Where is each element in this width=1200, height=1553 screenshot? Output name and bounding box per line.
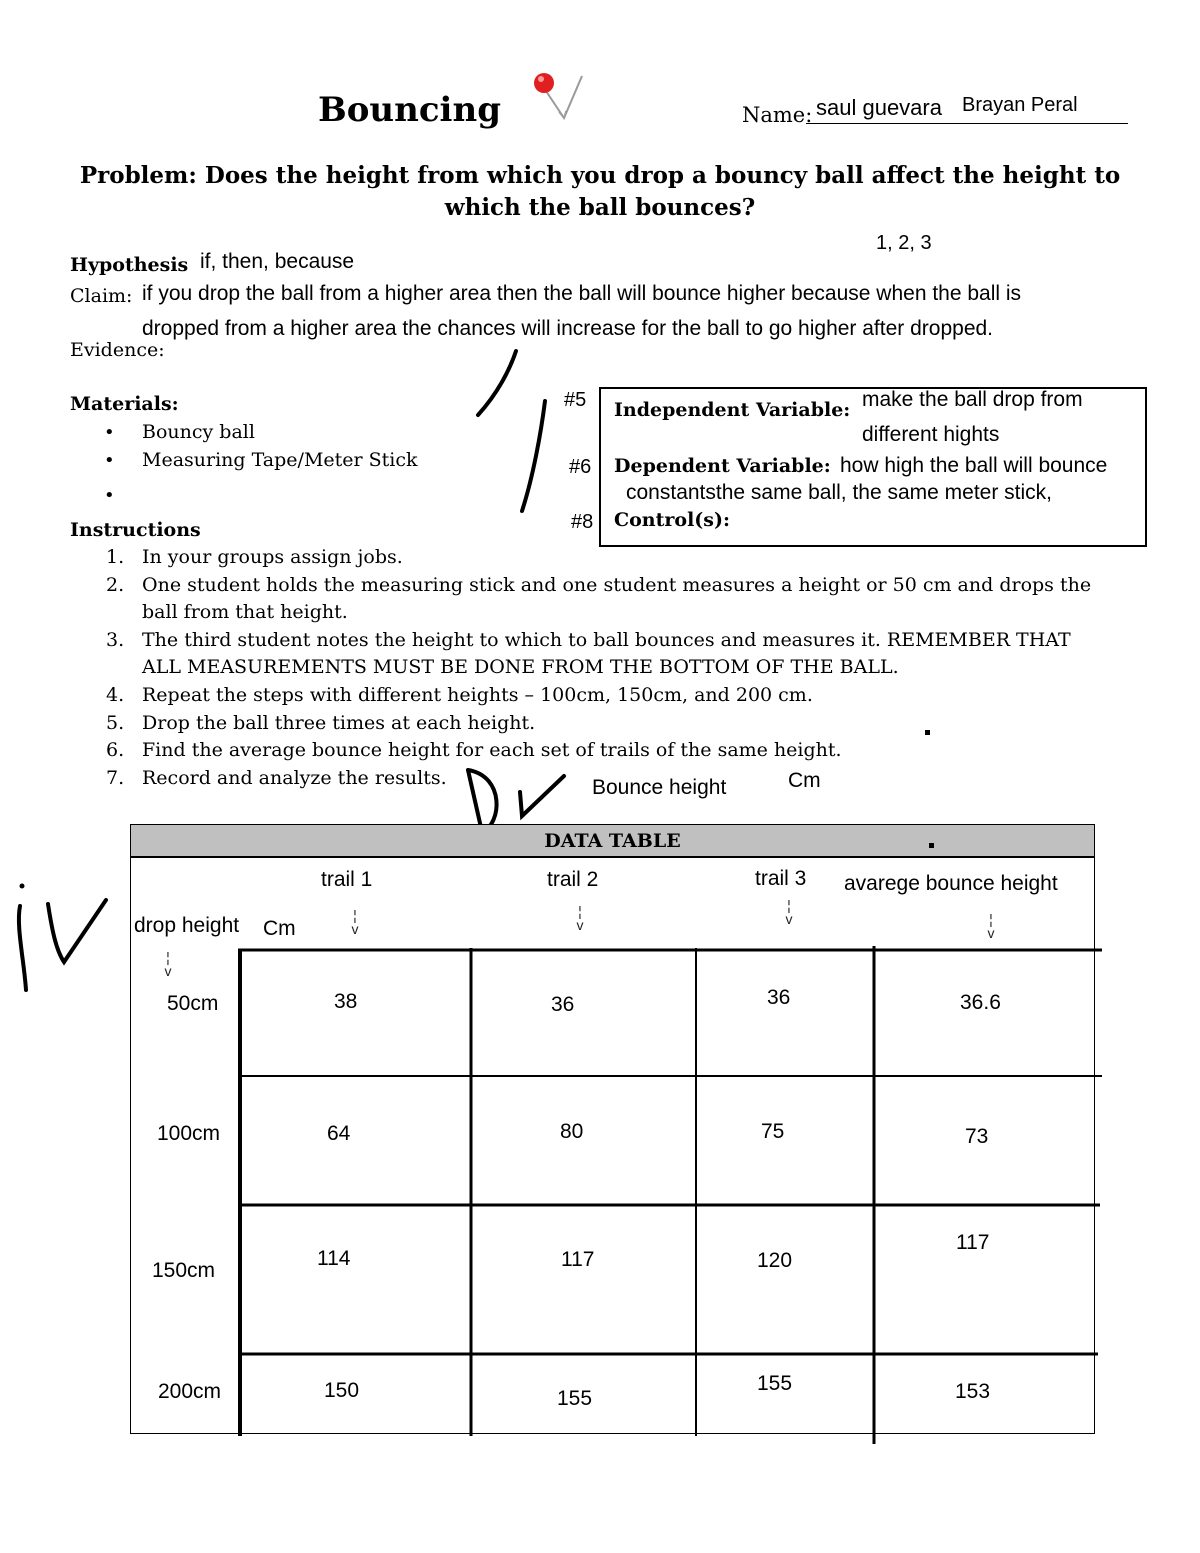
hypothesis-answer[interactable]: if, then, because [200, 250, 355, 273]
column-header-trail-3: trail 3 [755, 867, 807, 890]
material-item: Bouncy ball [142, 421, 255, 443]
material-item: Measuring Tape/Meter Stick [142, 449, 418, 471]
column-header-average: avarege bounce height [844, 872, 1058, 895]
page-title: Bouncing [318, 90, 501, 130]
student-name-2[interactable]: Brayan Peral [962, 94, 1078, 116]
table-cell[interactable]: 155 [557, 1387, 593, 1410]
independent-variable-answer-1[interactable]: make the ball drop from [862, 388, 1083, 411]
table-cell[interactable]: 153 [955, 1380, 991, 1403]
hypothesis-note: 1, 2, 3 [876, 232, 932, 254]
table-cell[interactable]: 64 [327, 1122, 351, 1145]
step-text: Record and analyze the results. [142, 767, 447, 789]
independent-variable-label: Independent Variable: [614, 399, 851, 421]
step-text: ball from that height. [142, 601, 348, 623]
dependent-variable-note: Bounce height [592, 776, 727, 799]
step-text: Find the average bounce height for each set of trails of the same height. [142, 739, 842, 761]
table-cell[interactable]: 80 [560, 1120, 584, 1143]
table-cell[interactable]: 75 [761, 1120, 785, 1143]
table-cell[interactable]: 155 [757, 1372, 793, 1395]
table-cell[interactable]: 117 [561, 1248, 595, 1271]
arrow-down-icon: ¦ v [785, 897, 793, 927]
evidence-label: Evidence: [70, 339, 165, 361]
table-cell[interactable]: 150 [324, 1379, 360, 1402]
constants-answer[interactable]: constantsthe same ball, the same meter stick, [626, 481, 1053, 504]
step-number: 2. [106, 574, 125, 596]
hypothesis-label: Hypothesis [70, 254, 189, 276]
arrow-down-icon: ¦ v [576, 903, 584, 933]
table-cell[interactable]: 114 [317, 1247, 351, 1270]
table-cell[interactable]: 120 [757, 1249, 793, 1272]
step-text: In your groups assign jobs. [142, 546, 403, 568]
unit-note: Cm [788, 769, 821, 792]
data-table-title: DATA TABLE [544, 830, 681, 852]
arrow-down-icon: ¦ v [164, 949, 172, 979]
step-text: Drop the ball three times at each height. [142, 712, 536, 734]
step-text: ALL MEASUREMENTS MUST BE DONE FROM THE BOTTOM OF THE BALL. [142, 656, 899, 678]
question-number: #6 [569, 456, 592, 478]
dependent-variable-answer[interactable]: how high the ball will bounce [840, 454, 1108, 477]
table-cell[interactable]: 73 [965, 1125, 989, 1148]
independent-variable-answer-2[interactable]: different hights [862, 423, 1000, 446]
control-label: Control(s): [614, 509, 730, 531]
table-cell[interactable]: 36 [551, 993, 575, 1016]
row-header-unit: Cm [263, 917, 296, 940]
materials-label: Materials: [70, 393, 179, 415]
bullet-icon: • [104, 450, 115, 471]
row-header-drop-height: drop height [134, 914, 240, 937]
name-label: Name: [742, 103, 813, 127]
step-number: 7. [106, 767, 125, 789]
arrow-down-icon: ¦ v [987, 911, 995, 941]
step-number: 3. [106, 629, 125, 651]
question-number: #8 [571, 511, 594, 533]
claim-answer-line-2[interactable]: dropped from a higher area the chances will increase for the ball to go higher after dropped. [142, 317, 994, 340]
table-cell[interactable]: 38 [334, 990, 358, 1013]
instructions-label: Instructions [70, 519, 201, 541]
claim-label: Claim: [70, 285, 133, 307]
question-number: #5 [564, 389, 587, 411]
row-label: 150cm [152, 1259, 216, 1282]
step-number: 4. [106, 684, 125, 706]
table-cell[interactable]: 36.6 [960, 991, 1001, 1014]
dependent-variable-label: Dependent Variable: [614, 455, 831, 477]
bullet-icon: • [104, 422, 115, 443]
problem-statement: Problem: Does the height from which you drop a bouncy ball affect the height to which the ball bounces? [79, 162, 1121, 221]
bullet-icon: • [104, 485, 115, 506]
step-text: The third student notes the height to which to ball bounces and measures it. REMEMBER THAT [142, 629, 1071, 651]
row-label: 200cm [158, 1380, 222, 1403]
step-number: 6. [106, 739, 125, 761]
step-number: 1. [106, 546, 125, 568]
row-label: 50cm [167, 992, 219, 1015]
column-header-trail-1: trail 1 [321, 868, 373, 891]
row-label: 100cm [157, 1122, 221, 1145]
arrow-down-icon: ¦ v [351, 907, 359, 937]
table-cell[interactable]: 117 [956, 1231, 990, 1254]
table-cell[interactable]: 36 [767, 986, 791, 1009]
step-text: One student holds the measuring stick and one student measures a height or 50 cm and drops the [142, 574, 1092, 596]
column-header-trail-2: trail 2 [547, 868, 599, 891]
student-name-1[interactable]: saul guevara [816, 95, 942, 120]
step-number: 5. [106, 712, 125, 734]
claim-answer-line-1[interactable]: if you drop the ball from a higher area then the ball will bounce higher because when the ball is [142, 282, 1022, 305]
step-text: Repeat the steps with different heights – 100cm, 150cm, and 200 cm. [142, 684, 813, 706]
